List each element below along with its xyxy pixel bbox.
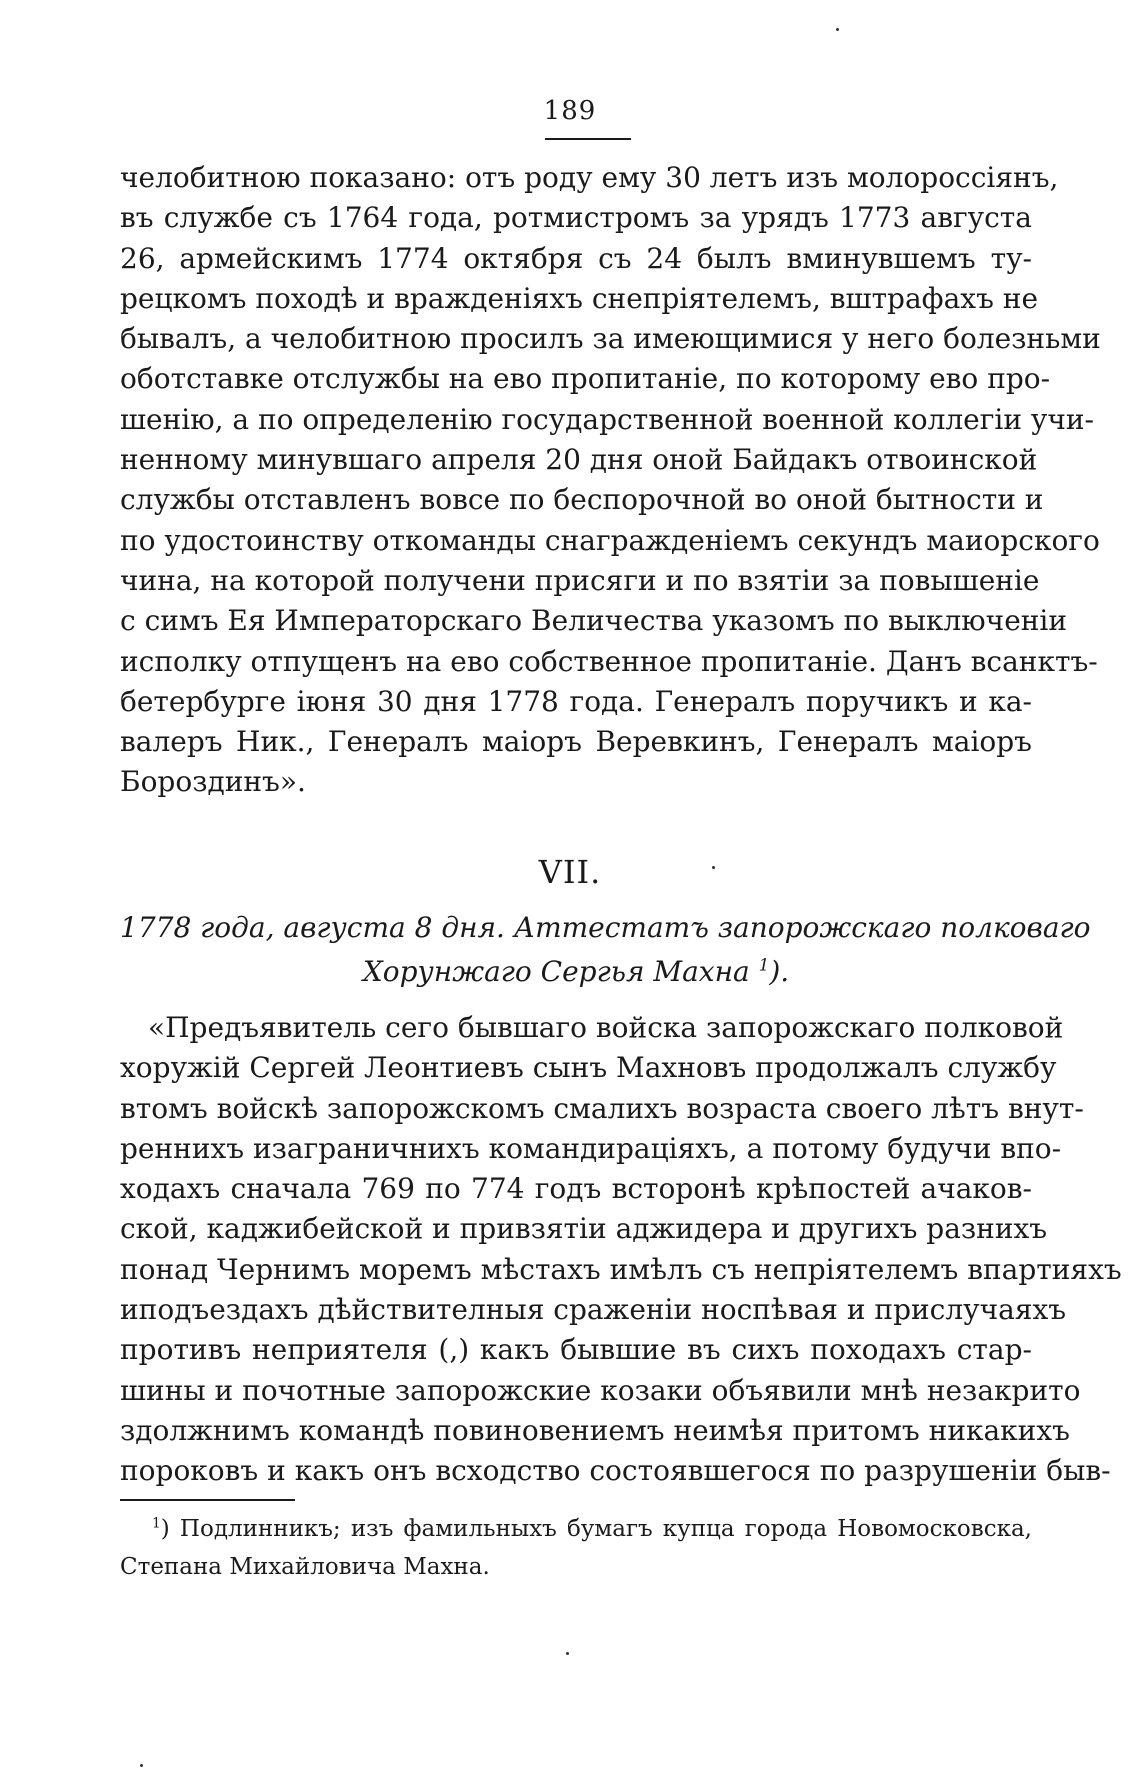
text-line: пороковъ и какъ онъ всходство состоявшегося по разрушеніи быв- xyxy=(120,1454,1111,1488)
paragraph-continued xyxy=(120,158,1101,803)
footnote-rule xyxy=(120,1499,295,1501)
text-line: валеръ Ник., Генералъ маіоръ Веревкинъ, Генералъ маіоръ xyxy=(120,725,1032,759)
text-line: понад Чернимъ моремъ мѣстахъ имѣлъ съ непріятелемъ впартияхъ xyxy=(120,1252,1122,1286)
heading-line-text: Хорунжаго Сергья Махна xyxy=(362,955,750,988)
text-line: с симъ Ея Императорскаго Величества указомъ по выключеніи xyxy=(120,604,1068,638)
footnote-ref: 1 xyxy=(758,954,770,975)
print-speck xyxy=(566,1652,569,1655)
footnote-line: Степана Михайловича Махна. xyxy=(120,1554,490,1580)
text-line: по удостоинству откоманды снагражденіемъ секундъ маиорского xyxy=(120,523,1100,557)
text-line: ненному минувшаго апреля 20 дня оной Байдакъ отвоинской xyxy=(120,443,1038,477)
text-line: втомъ войскѣ запорожскомъ смалихъ возраста своего лѣтъ внут- xyxy=(120,1091,1084,1125)
text-line: здолжнимъ командѣ повиновениемъ неимѣя притомъ никакихъ xyxy=(120,1413,1070,1447)
text-line: службы отставленъ вовсе по беспорочной во оной бытности и xyxy=(120,483,1044,517)
text-line: шенію, а по определенію государственной военной коллегіи учи- xyxy=(120,402,1095,436)
page-number: 189 xyxy=(543,96,597,126)
footnote-line xyxy=(120,1510,1032,1548)
page-number-rule xyxy=(545,138,631,140)
text-line: Бороздинъ». xyxy=(120,765,306,799)
text-line: «Предъявитель сего бывшаго войска запорожскаго полковой xyxy=(148,1011,1064,1044)
text-line: иподъездахъ дѣйствителныя сраженіи носпѣвая и прислучаяхъ xyxy=(120,1293,1067,1327)
text-line: реннихъ изаграничнихъ командираціяхъ, а потому будучи впо- xyxy=(120,1131,1062,1165)
print-speck xyxy=(140,1764,143,1767)
footnote-mark: 1 xyxy=(152,1515,161,1532)
text-line: челобитною показано: отъ роду ему 30 летъ изъ молороссіянъ, xyxy=(120,161,1059,194)
text-line: 26, армейскимъ 1774 октября съ 24 былъ вминувшемъ ту- xyxy=(120,241,1032,275)
text-line: оботставке отслужбы на ево пропитаніе, по которому ево про- xyxy=(120,362,1051,396)
heading-close: ). xyxy=(769,955,790,988)
text-line: исполку отпущенъ на ево собственное пропитаніе. Данъ всанктъ- xyxy=(120,644,1098,678)
text-line: ходахъ сначала 769 по 774 годъ всторонѣ крѣпостей ачаков- xyxy=(120,1172,1032,1206)
heading-line xyxy=(120,950,1032,994)
text-line: противъ неприятеля (,) какъ бывшие въ сихъ походахъ стар- xyxy=(120,1333,1032,1367)
print-speck xyxy=(712,866,715,869)
heading-line: 1778 года, августа 8 дня. Аттестатъ запорожскаго полковаго xyxy=(120,911,1091,944)
section-heading xyxy=(120,906,1091,994)
section-number: VII. xyxy=(538,853,602,891)
text-line: шины и почотные запорожские козаки объявили мнѣ незакрито xyxy=(120,1373,1081,1407)
footnote xyxy=(120,1510,1032,1586)
text-line: рецкомъ походѣ и вражденіяхъ снепріятелемъ, вштрафахъ не xyxy=(120,281,1039,315)
text-line: въ службе съ 1764 года, ротмистромъ за урядъ 1773 августа xyxy=(120,201,1032,235)
text-line: хоружій Сергей Леонтиевъ сынъ Махновъ продолжалъ службу xyxy=(120,1051,1057,1085)
print-speck xyxy=(836,28,839,31)
attestation-paragraph xyxy=(120,1008,1122,1492)
text-line: чина, на которой получени присяги и по взятіи за повышеніе xyxy=(120,563,1040,597)
footnote-text: ) Подлинникъ; изъ фамильныхъ бумагъ купца города Новомосковска, xyxy=(160,1516,1032,1542)
text-line: бывалъ, а челобитною просилъ за имеющимися у него болезньми xyxy=(120,322,1101,356)
text-line: бетербурге іюня 30 дня 1778 года. Генералъ поручикъ и ка- xyxy=(120,684,1032,718)
text-line: ской, каджибейской и привзятіи аджидера и другихъ разнихъ xyxy=(120,1212,1048,1246)
